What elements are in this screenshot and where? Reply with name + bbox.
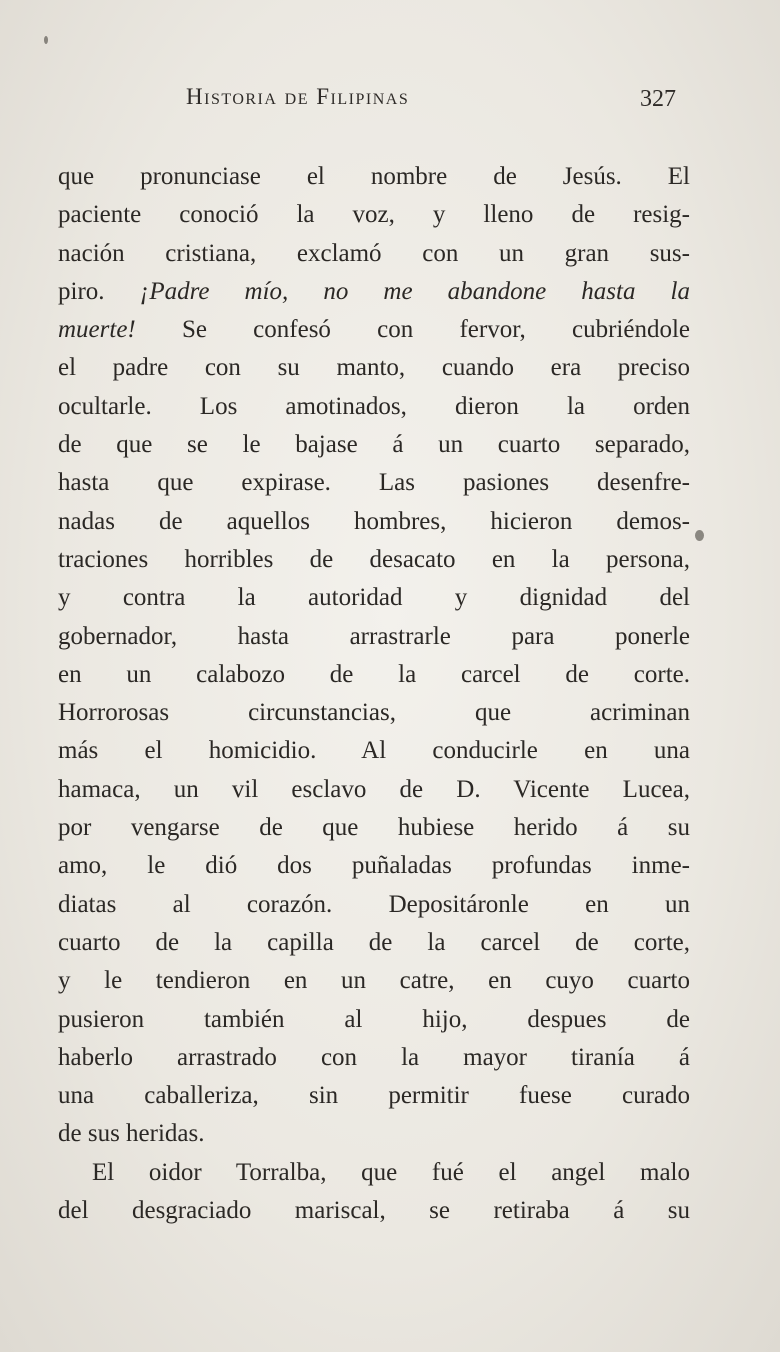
text-line: que pronunciase el nombre de Jesús. El (58, 163, 690, 190)
ink-speck-mark (44, 36, 48, 44)
text-line: y le tendieron en un catre, en cuyo cuarto (58, 967, 690, 995)
text-segment: piro. (58, 277, 140, 305)
text-line: ocultarle. Los amotinados, dieron la orden (58, 392, 690, 420)
text-line: el padre con su manto, cuando era preciso (58, 354, 690, 382)
text-line: cuarto de la capilla de la carcel de corte, (58, 928, 690, 956)
text-line: traciones horribles de desacato en la persona, (58, 545, 690, 573)
text-line: y contra la autoridad y dignidad del (58, 584, 690, 612)
text-line: por vengarse de que hubiese herido á su (58, 814, 690, 842)
text-line: hasta que expirase. Las pasiones desenfre- (58, 469, 690, 497)
text-line-paragraph-start: El oidor Torralba, que fué el angel malo (92, 1158, 690, 1186)
text-line: Horrorosas circunstancias, que acriminan (58, 699, 690, 727)
text-line: hamaca, un vil esclavo de D. Vicente Lucea, (58, 775, 690, 803)
text-line: una caballeriza, sin permitir fuese curado (58, 1082, 690, 1110)
text-line: en un calabozo de la carcel de corte. (58, 660, 690, 688)
text-line: más el homicidio. Al conducirle en una (58, 737, 690, 765)
italic-segment: ¡Padre mío, no me abandone hasta la (139, 277, 690, 305)
page-header (0, 84, 780, 124)
text-line: del desgraciado mariscal, se retiraba á su (58, 1197, 690, 1225)
text-line: paciente conoció la voz, y lleno de resig- (58, 201, 690, 229)
text-line: gobernador, hasta arrastrarle para ponerle (58, 622, 690, 650)
text-line: pusieron también al hijo, despues de (58, 1005, 690, 1033)
running-title: Historia de Filipinas (186, 84, 410, 109)
text-line (58, 273, 690, 311)
text-line: haberlo arrastrado con la mayor tiranía á (58, 1043, 690, 1071)
text-line-paragraph-end: de sus heridas. (58, 1120, 205, 1148)
italic-segment: muerte! (58, 316, 136, 344)
text-line: diatas al corazón. Depositáronle en un (58, 890, 690, 918)
text-line: de que se le bajase á un cuarto separado, (58, 431, 690, 459)
text-line: nación cristiana, exclamó con un gran sus- (58, 239, 690, 267)
text-line: nadas de aquellos hombres, hicieron demos- (58, 507, 690, 535)
ink-blot-mark (695, 530, 704, 541)
body-text (58, 158, 690, 1230)
text-line: amo, le dió dos puñaladas profundas inme- (58, 852, 690, 880)
text-line (58, 311, 690, 349)
text-segment: Se confesó con fervor, cubriéndole (135, 316, 690, 344)
page-number: 327 (640, 86, 676, 112)
